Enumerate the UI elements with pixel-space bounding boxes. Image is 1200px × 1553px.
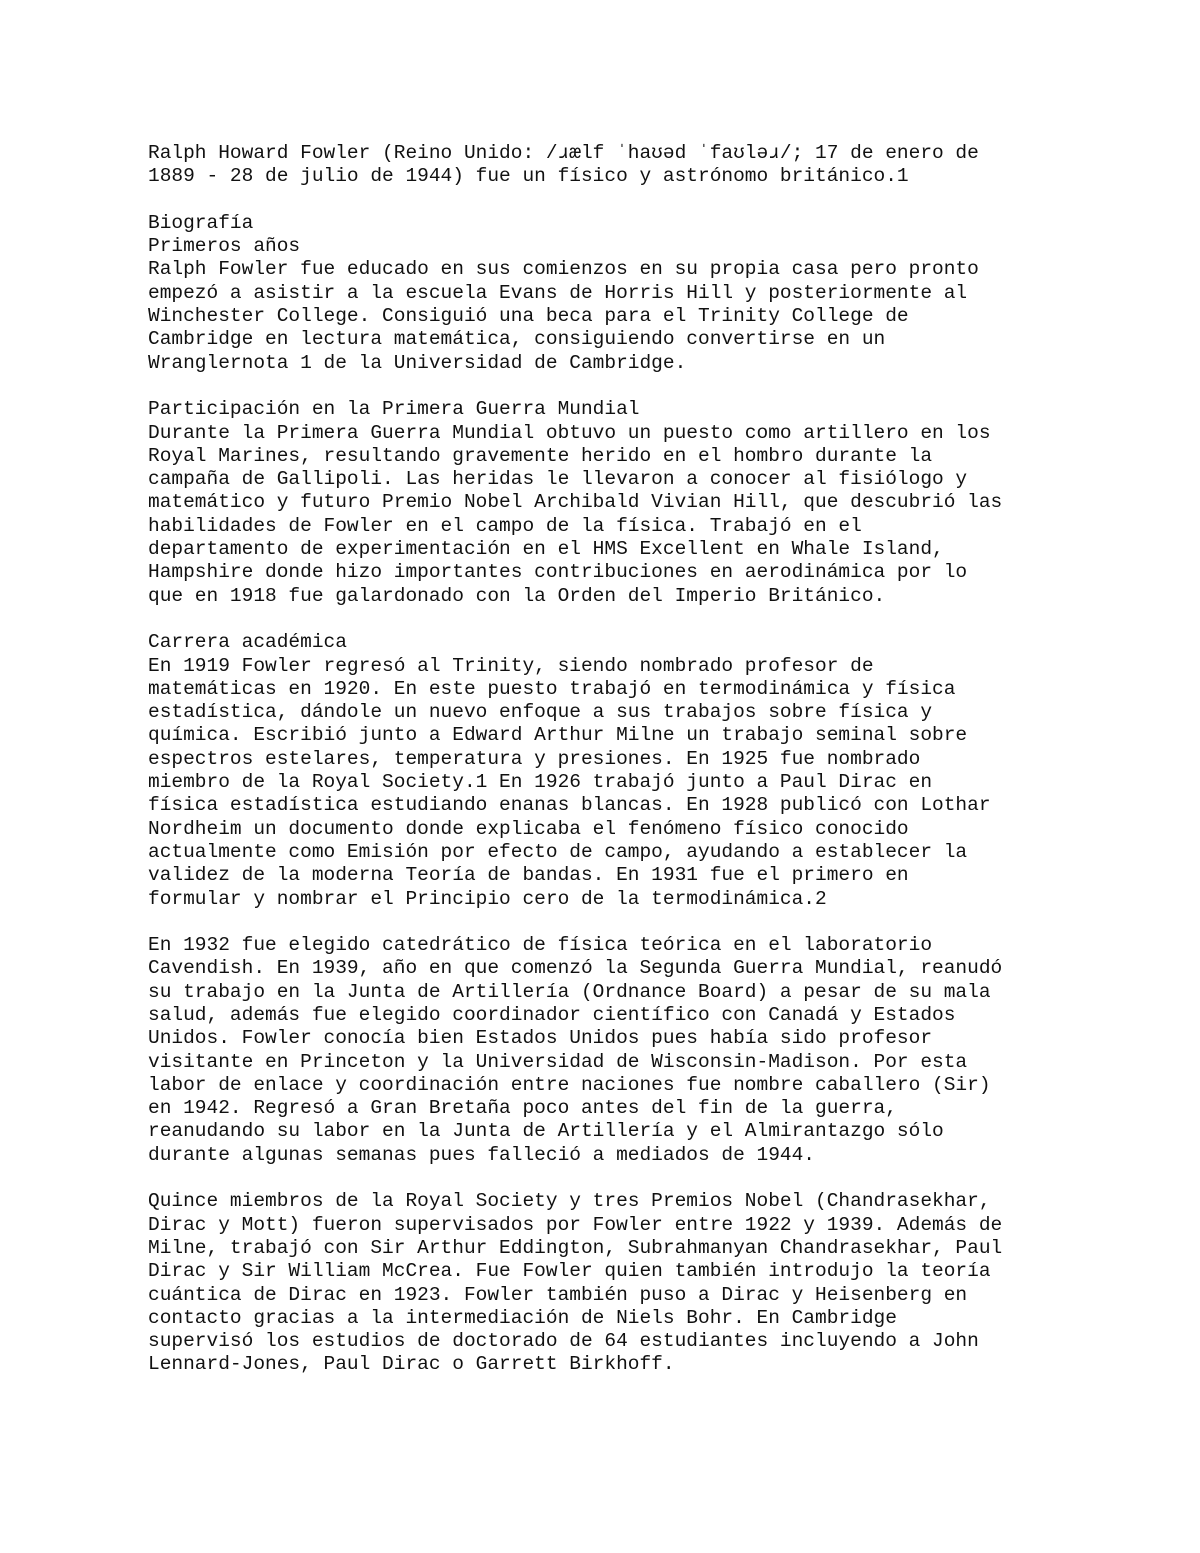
text-line: miembro de la Royal Society.1 En 1926 trabajó junto a Paul Dirac en — [148, 771, 933, 794]
text-line: reanudando su labor en la Junta de Artillería y el Almirantazgo sólo — [148, 1120, 944, 1143]
text-line: visitante en Princeton y la Universidad de Wisconsin-Madison. Por esta — [148, 1050, 968, 1073]
paragraph-gap — [148, 911, 1158, 934]
text-line: Milne, trabajó con Sir Arthur Eddington, Subrahmanyan Chandrasekhar, Paul — [148, 1236, 1003, 1259]
text-line: química. Escribió junto a Edward Arthur Milne un trabajo seminal sobre — [148, 724, 968, 747]
text-line: 1889 - 28 de julio de 1944) fue un físico y astrónomo británico.1 — [148, 165, 909, 188]
subsection-heading-primeros: Primeros años — [148, 235, 301, 258]
text-line: que en 1918 fue galardonado con la Orden del Imperio Británico. — [148, 584, 886, 607]
text-line: Wranglernota 1 de la Universidad de Cambridge. — [148, 351, 687, 374]
text-line: supervisó los estudios de doctorado de 64 estudiantes incluyendo a John — [148, 1330, 979, 1353]
text-line: Unidos. Fowler conocía bien Estados Unidos pues había sido profesor — [148, 1027, 933, 1050]
text-line: espectros estelares, temperatura y presiones. En 1925 fue nombrado — [148, 747, 921, 770]
text-line: campaña de Gallipoli. Las heridas le llevaron a conocer al fisiólogo y — [148, 468, 968, 491]
text-line: formular y nombrar el Principio cero de la termodinámica.2 — [148, 887, 827, 910]
text-line: matemático y futuro Premio Nobel Archibald Vivian Hill, que descubrió las — [148, 491, 1003, 514]
paragraph-gap — [148, 375, 1158, 398]
text-line: en 1942. Regresó a Gran Bretaña poco antes del fin de la guerra, — [148, 1097, 897, 1120]
text-line: salud, además fue elegido coordinador científico con Canadá y Estados — [148, 1003, 956, 1026]
text-line: Ralph Fowler fue educado en sus comienzos en su propia casa pero pronto — [148, 258, 979, 281]
text-line: En 1932 fue elegido catedrático de física teórica en el laboratorio — [148, 934, 933, 957]
text-line: departamento de experimentación en el HMS Excellent en Whale Island, — [148, 538, 944, 561]
text-line: Dirac y Mott) fueron supervisados por Fowler entre 1922 y 1939. Además de — [148, 1213, 1003, 1236]
text-line: durante algunas semanas pues falleció a mediados de 1944. — [148, 1143, 816, 1166]
text-line: En 1919 Fowler regresó al Trinity, siendo nombrado profesor de — [148, 654, 874, 677]
text-line: validez de la moderna Teoría de bandas. En 1931 fue el primero en — [148, 864, 909, 887]
text-line: Lennard-Jones, Paul Dirac o Garrett Birkhoff. — [148, 1353, 675, 1376]
text-line: actualmente como Emisión por efecto de campo, ayudando a establecer la — [148, 840, 968, 863]
paragraph-gap — [148, 1167, 1158, 1190]
text-line: Hampshire donde hizo importantes contribuciones en aerodinámica por lo — [148, 561, 968, 584]
text-line: su trabajo en la Junta de Artillería (Ordnance Board) a pesar de su mala — [148, 980, 991, 1003]
text-line: Nordheim un documento donde explicaba el fenómeno físico conocido — [148, 817, 909, 840]
paragraph-gap — [148, 189, 1158, 212]
guerra-paragraph — [148, 422, 1158, 608]
carrera-paragraph-2 — [148, 934, 1158, 1167]
text-line: Durante la Primera Guerra Mundial obtuvo un puesto como artillero en los — [148, 421, 991, 444]
document-page — [148, 142, 1158, 1377]
text-line: habilidades de Fowler en el campo de la física. Trabajó en el — [148, 514, 862, 537]
text-line: Ralph Howard Fowler (Reino Unido: /ɹælf ˈhaʊəd ˈfaʊləɹ/; 17 de enero de — [148, 142, 979, 164]
text-line: física estadística estudiando enanas blancas. En 1928 publicó con Lothar — [148, 794, 991, 817]
carrera-paragraph-3 — [148, 1190, 1158, 1376]
intro-paragraph — [148, 142, 1158, 189]
text-line: Cambridge en lectura matemática, consiguiendo convertirse en un — [148, 328, 886, 351]
text-line: contacto gracias a la intermediación de Niels Bohr. En Cambridge — [148, 1306, 897, 1329]
text-line: Winchester College. Consiguió una beca para el Trinity College de — [148, 305, 909, 328]
text-line: Cavendish. En 1939, año en que comenzó la Segunda Guerra Mundial, reanudó — [148, 957, 1003, 980]
primeros-paragraph — [148, 258, 1158, 374]
text-line: estadística, dándole un nuevo enfoque a sus trabajos sobre física y — [148, 701, 933, 724]
text-line: cuántica de Dirac en 1923. Fowler también puso a Dirac y Heisenberg en — [148, 1283, 968, 1306]
text-line: matemáticas en 1920. En este puesto trabajó en termodinámica y física — [148, 677, 956, 700]
paragraph-gap — [148, 608, 1158, 631]
subsection-heading-carrera: Carrera académica — [148, 631, 347, 654]
text-line: Quince miembros de la Royal Society y tres Premios Nobel (Chandrasekhar, — [148, 1190, 991, 1213]
carrera-paragraph-1 — [148, 655, 1158, 911]
section-heading-biografia: Biografía — [148, 211, 254, 234]
text-line: labor de enlace y coordinación entre naciones fue nombre caballero (Sir) — [148, 1073, 991, 1096]
text-line: Dirac y Sir William McCrea. Fue Fowler quien también introdujo la teoría — [148, 1260, 991, 1283]
text-line: empezó a asistir a la escuela Evans de Horris Hill y posteriormente al — [148, 281, 968, 304]
text-line: Royal Marines, resultando gravemente herido en el hombro durante la — [148, 444, 933, 467]
subsection-heading-guerra: Participación en la Primera Guerra Mundial — [148, 398, 640, 421]
